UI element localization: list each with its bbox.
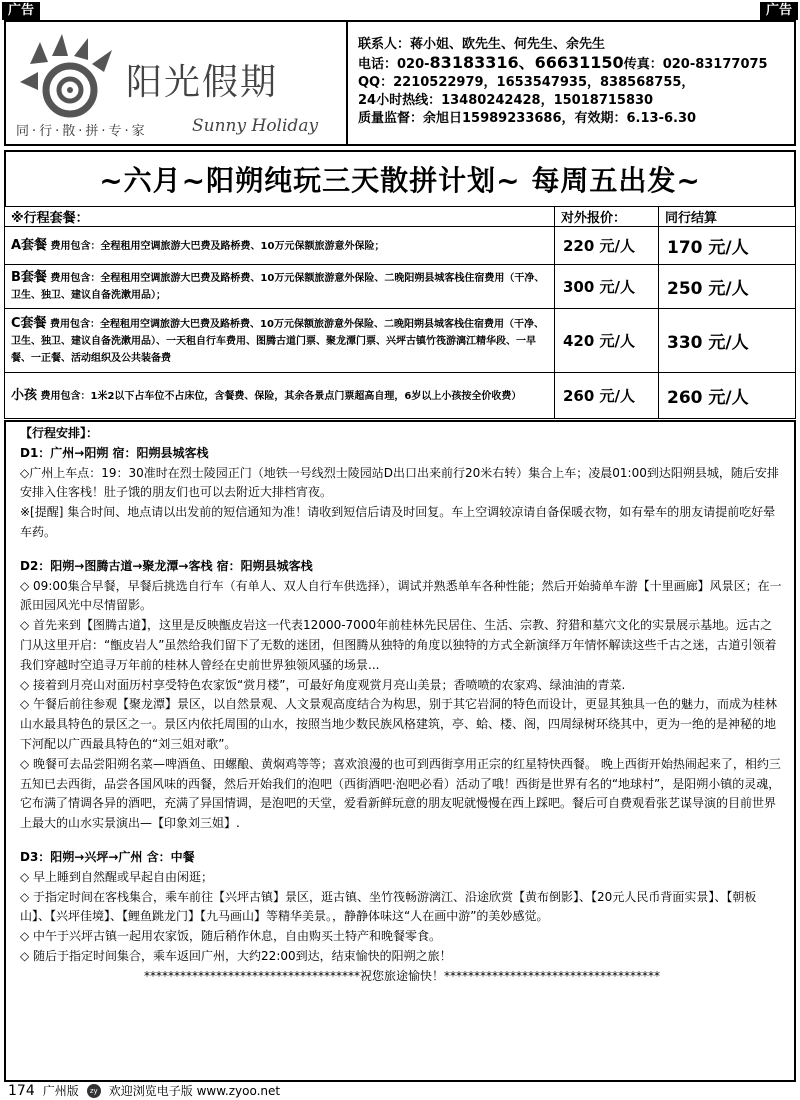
- contact-qq: QQ：2210522979，1653547935，838568755，: [358, 75, 695, 90]
- table-row: [5, 309, 796, 373]
- package-price: 300 元/人: [555, 265, 659, 309]
- edition-label: 广州版: [42, 1084, 79, 1098]
- brand-logo: [6, 22, 348, 144]
- package-desc: [5, 227, 555, 265]
- title-text: ~六月~阳朔纯玩三天散拼计划~ 每周五出发~: [99, 164, 701, 197]
- publisher-icon: zy: [87, 1084, 101, 1098]
- phone-label: 电话：020-: [358, 57, 430, 72]
- spacer: [20, 543, 784, 557]
- package-name: C套餐: [11, 315, 47, 331]
- day3-paragraph: ◇ 中午于兴坪古镇一起用农家饭，随后稍作休息，自由购买土特产和晚餐零食。: [20, 929, 442, 944]
- package-trade: 170 元/人: [659, 227, 796, 265]
- package-detail: 费用包含：1米2以下占车位不占床位，含餐费、保险，其余各景点门票超高自理，6岁以上小孩按全价收费）: [40, 390, 522, 402]
- day3-paragraph: ◇ 随后于指定时间集合，乘车返回广州，大约22:00到达，结束愉快的阳朔之旅！: [20, 948, 452, 963]
- contact-phone-row: [358, 54, 794, 74]
- package-desc: [5, 309, 555, 373]
- table-row: [5, 265, 796, 309]
- itinerary-heading: 【行程安排】：: [20, 426, 99, 440]
- package-trade: 260 元/人: [659, 373, 796, 419]
- package-detail: 费用包含：全程租用空调旅游大巴费及路桥费、10万元保额旅游意外保险；: [50, 240, 385, 252]
- brand-slogan: 同·行·散·拼·专·家: [16, 124, 148, 139]
- footer-text: 欢迎浏览电子版 www.zyoo.net: [108, 1084, 281, 1098]
- package-detail: 费用包含：全程租用空调旅游大巴费及路桥费、10万元保额旅游意外保险、二晚阳朔县城客栈住宿费用（干净、卫生、独卫、建议自备洗漱用品）；: [11, 273, 545, 301]
- fax: 传真：020-83177075: [623, 57, 768, 72]
- day1-paragraph: ◇广州上车点：19：30准时在烈士陵园正门（地铁一号线烈士陵园站D出口出来前行20米右转）集合上车；凌晨01:00到达阳朔县城，随后安排安排入住客栈！肚子饿的朋友们也可以去附近大排档宵夜。: [20, 465, 779, 500]
- brand-name: 阳光假期: [126, 62, 279, 103]
- package-trade: 250 元/人: [659, 265, 796, 309]
- contact-supervision: 质量监督：余旭日15989233686，有效期：6.13-6.30: [358, 111, 697, 126]
- day2-paragraph: ◇ 接着到月亮山对面历村享受特色农家饭“赏月楼”，可最好角度观赏月亮山美景；香喷喷的农家鸡、绿油油的青菜.: [20, 677, 626, 692]
- day3-paragraph: ◇ 早上睡到自然醒或早起自由闲逛；: [20, 869, 214, 884]
- contact-people: 联系人：蒋小姐、欧先生、何先生、余先生: [358, 37, 606, 52]
- package-header-label: ※行程套餐：: [5, 207, 555, 227]
- header-box: [4, 20, 796, 146]
- package-name: A套餐: [11, 237, 48, 253]
- day3-paragraph: ◇ 于指定时间在客栈集合，乘车前往【兴坪古镇】景区，逛古镇、坐竹筏畅游漓江、沿途欣赏【黄布倒影】、【20元人民币背面实景】、【朝板山】、【兴坪佳境】、【鲤鱼跳龙门】【九马画山】等精华美景。，静静体味这“人在画中游”的美妙感觉。: [20, 889, 757, 924]
- ad-label-left: 广告: [2, 2, 40, 20]
- day2-paragraph: ◇ 09:00集合早餐，早餐后挑选自行车（有单人、双人自行车供选择），调试并熟悉单车各种性能；然后开始骑单车游【十里画廊】风景区；在一派田园风光中尽情留影。: [20, 578, 782, 613]
- day1-title: D1：广州→阳朔 宿：阳朔县城客栈: [20, 445, 209, 460]
- sun-swirl-icon: [18, 34, 118, 118]
- package-desc: [5, 265, 555, 309]
- table-row: [5, 227, 796, 265]
- package-header-trade: 同行结算: [659, 207, 796, 227]
- package-name: 小孩: [11, 387, 38, 403]
- package-price: 220 元/人: [555, 227, 659, 265]
- brand-english: Sunny Holiday: [192, 116, 319, 136]
- package-trade: 330 元/人: [659, 309, 796, 373]
- day2-paragraph: ◇ 首先来到【图腾古道】，这里是反映甑皮岩这一代表12000-7000年前桂林先民居住、生活、宗教、狩猎和墓穴文化的实景展示基地。远古之门从这里开启：“甑皮岩人”虽然给我们留下了无数的迷团，但图腾从独特的角度以独特的方式全新演绎万年情怀解读这些千古之迷，古道引领着我们穿越时空追寻万年前的桂林人曾经在史前世界独领风骚的场景...: [20, 618, 777, 672]
- contact-info: [348, 22, 794, 144]
- day2-title: D2：阳朔→图腾古道→聚龙潭→客栈 宿：阳朔县城客栈: [20, 558, 313, 573]
- package-header-row: [5, 207, 796, 227]
- package-price: 260 元/人: [555, 373, 659, 419]
- day2-paragraph: ◇ 晚餐可去品尝阳朔名菜—啤酒鱼、田螺酿、黄焖鸡等等；喜欢浪漫的也可到西街享用正宗的红星特快西餐。 晚上西街开始热闹起来了，相约三五知已去西街，品尝各国风味的西餐，然后开始我们的泡吧（西街酒吧·泡吧必看）活动了哦！西街是世界有名的“地球村”，是阳朔小镇的灵魂，它布满了情调各异的酒吧，充满了异国情调，是泡吧的天堂，爱看新鲜玩意的朋友呢就慢慢在西上踩吧。餐后可自费观看张艺谋导演的目前世界上最大的山水实景演出—【印象刘三姐】.: [20, 756, 781, 831]
- day2-paragraph: ◇ 午餐后前往参观【聚龙潭】景区，以自然景观、人文景观高度结合为构思，别于其它岩洞的特色而设计，更显其独具一色的魅力，而成为桂林山水最具特色的景区之一。景区内依托周围的山水，按照当地少数民族风格建筑，亭、蛤、楼、阁，四周绿树环绕其中，更为一绝的是神秘的地下河配以广西最具特色的“刘三姐对歌”。: [20, 697, 778, 751]
- package-header-price: 对外报价：: [555, 207, 659, 227]
- package-name: B套餐: [11, 270, 47, 285]
- package-price: 420 元/人: [555, 309, 659, 373]
- phone-main: 83183316、66631150: [429, 53, 624, 72]
- page-footer: [8, 1082, 280, 1099]
- package-detail: 费用包含：全程租用空调旅游大巴费及路桥费、10万元保额旅游意外保险、二晚阳朔县城客栈住宿费用（干净、卫生、独卫、建议自备洗漱用品）、一天租自行车费用、图腾古道门票、聚龙潭门票、兴坪古镇竹筏游漓江精华段、一早餐、一正餐、活动组织及公共装备费: [11, 318, 544, 364]
- itinerary-section: [4, 420, 796, 1082]
- spacer: [20, 834, 784, 848]
- ad-label-right: 广告: [760, 2, 798, 20]
- page-title: [4, 150, 796, 206]
- closing-line: ************************************祝您旅途愉快！************************************: [143, 968, 660, 983]
- table-row: [5, 373, 796, 419]
- contact-hotline: 24小时热线：13480242428，15018715830: [358, 93, 654, 108]
- day1-reminder: ※[提醒] 集合时间、地点请以出发前的短信通知为准！请收到短信后请及时回复。车上空调较凉请自备保暖衣物，如有晕车的朋友请提前吃好晕车药。: [20, 505, 776, 539]
- day3-title: D3：阳朔→兴坪→广州 含：中餐: [20, 849, 195, 864]
- package-desc: [5, 373, 555, 419]
- package-table: [4, 206, 796, 419]
- page-number: 174: [8, 1082, 35, 1099]
